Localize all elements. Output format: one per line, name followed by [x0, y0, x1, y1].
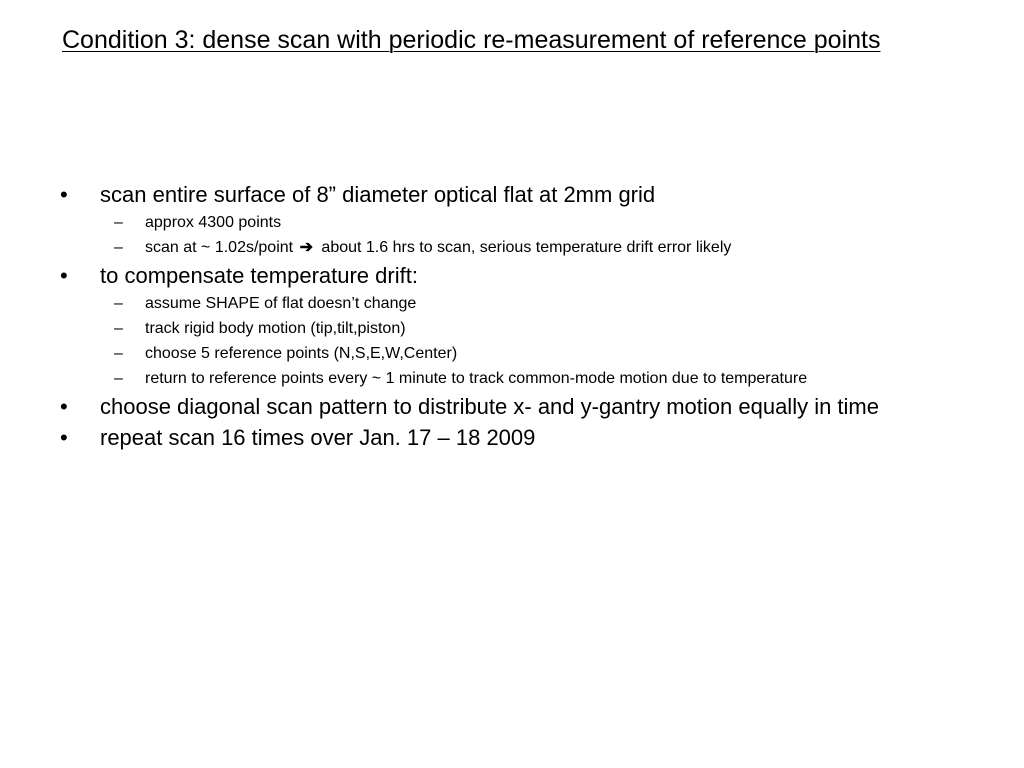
sub-bullet-text: track rigid body motion (tip,tilt,piston)	[145, 320, 406, 337]
sub-bullet-item	[56, 343, 976, 364]
sub-bullet-item	[56, 293, 976, 314]
sub-bullet-item	[56, 318, 976, 339]
bullet-item	[56, 424, 976, 452]
sub-bullet-text: choose 5 reference points (N,S,E,W,Center)	[145, 345, 458, 362]
dash-marker: –	[114, 320, 123, 337]
sub-bullet-text: assume SHAPE of flat doesn’t change	[145, 295, 417, 312]
dash-marker: –	[114, 295, 123, 312]
bullet-marker: •	[60, 263, 68, 288]
bullet-marker: •	[60, 425, 68, 450]
slide-title: Condition 3: dense scan with periodic re-measurement of reference points	[62, 26, 881, 54]
bullet-text: scan entire surface of 8” diameter optical flat at 2mm grid	[100, 182, 656, 207]
slide-body	[56, 181, 976, 455]
dash-marker: –	[114, 239, 123, 256]
bullet-text: repeat scan 16 times over Jan. 17 – 18 2009	[100, 425, 536, 450]
sub-bullet-text-before-arrow: scan at ~ 1.02s/point	[145, 239, 294, 256]
dash-marker: –	[114, 345, 123, 362]
dash-marker: –	[114, 370, 123, 387]
bullet-item	[56, 262, 976, 290]
bullet-text: to compensate temperature drift:	[100, 263, 418, 288]
bullet-marker: •	[60, 182, 68, 207]
sub-bullet-item	[56, 237, 976, 258]
sub-bullet-text: return to reference points every ~ 1 minute to track common-mode motion due to temperature	[145, 370, 808, 387]
sub-bullet-text-after-arrow: about 1.6 hrs to scan, serious temperature drift error likely	[321, 239, 732, 256]
bullet-marker: •	[60, 394, 68, 419]
bullet-item	[56, 181, 976, 209]
bullet-text: choose diagonal scan pattern to distribute x- and y-gantry motion equally in time	[100, 394, 879, 419]
sub-bullet-item	[56, 368, 976, 389]
sub-bullet-text: approx 4300 points	[145, 214, 282, 231]
dash-marker: –	[114, 214, 123, 231]
right-arrow-icon: ➔	[299, 239, 313, 256]
bullet-item	[56, 393, 976, 421]
sub-bullet-item	[56, 212, 976, 233]
